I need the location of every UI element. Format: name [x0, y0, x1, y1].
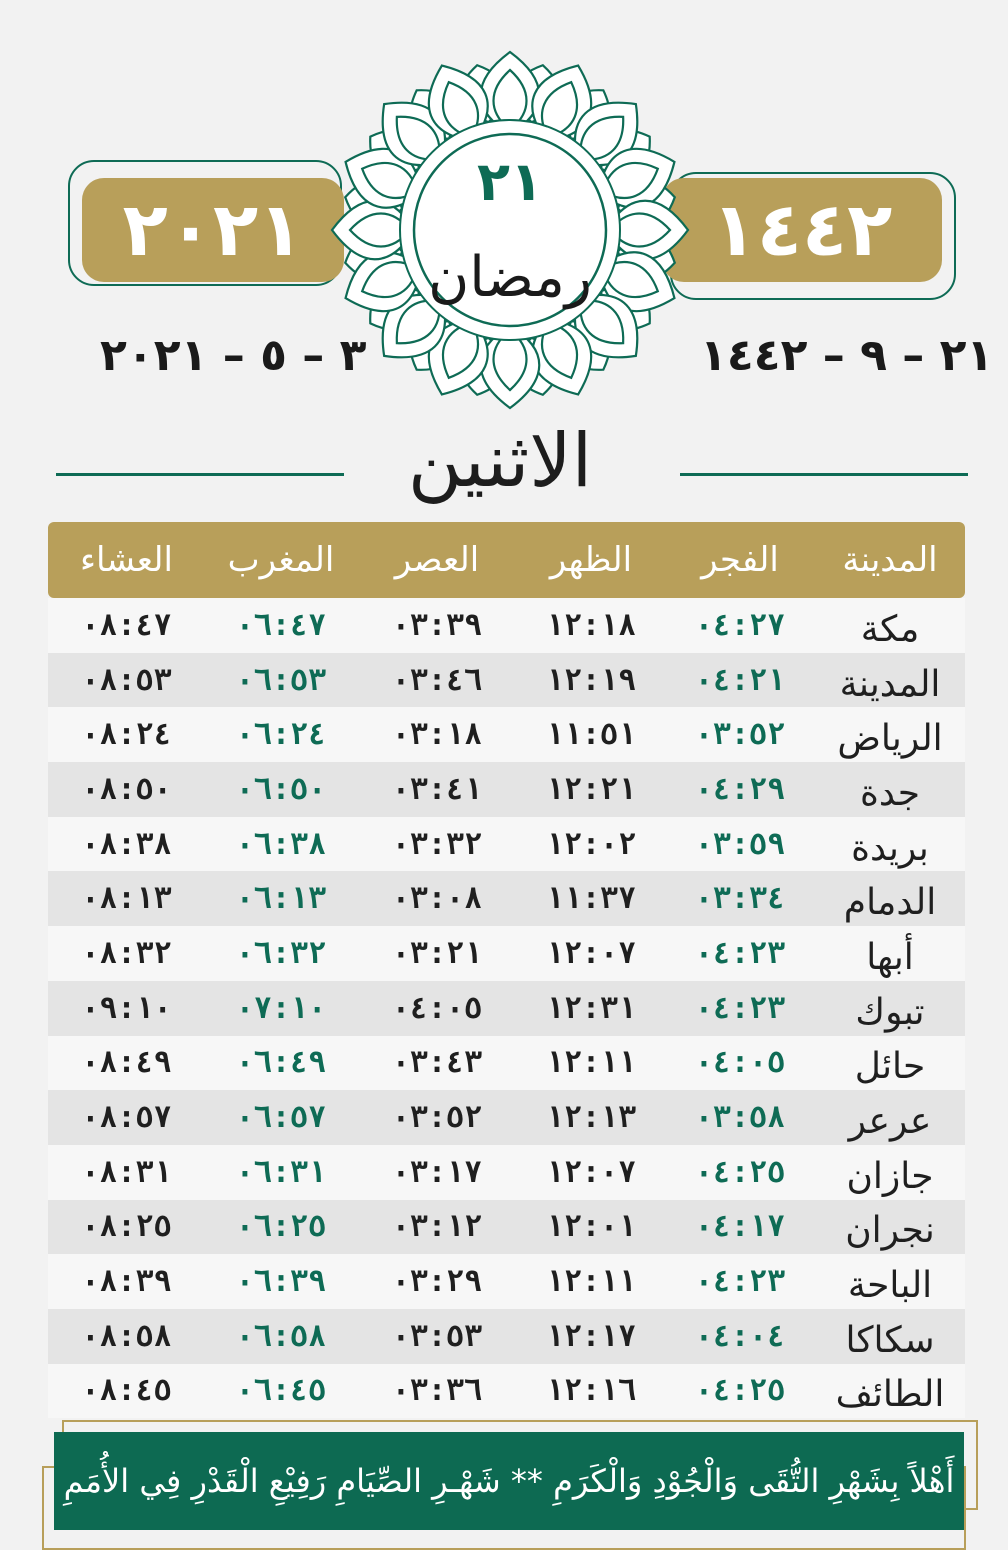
- dhuhr-time: ١٢:٠٧: [545, 935, 637, 971]
- mandala-ornament-icon: [330, 45, 690, 415]
- fajr-time: ٠٤:٠٥: [694, 1045, 786, 1081]
- asr-time: ٠٣:٣٦: [391, 1373, 483, 1409]
- asr-time: ٠٣:٤٦: [391, 662, 483, 698]
- maghrib-time: ٠٦:٥٣: [235, 662, 327, 698]
- city-name: جدة: [859, 772, 920, 814]
- maghrib-time: ٠٦:٢٤: [235, 717, 327, 753]
- dhuhr-time: ١٢:١٩: [545, 662, 637, 698]
- gregorian-date: ٣ – ٥ – ٢٠٢١: [100, 330, 367, 381]
- maghrib-time: ٠٦:٥٧: [235, 1100, 327, 1136]
- maghrib-time: ٠٧:١٠: [235, 990, 327, 1026]
- isha-time: ٠٨:٤٥: [81, 1373, 172, 1409]
- maghrib-time: ٠٦:٣٨: [235, 826, 327, 862]
- header-isha: العشاء: [80, 540, 173, 580]
- dhuhr-time: ١٢:٢١: [545, 771, 637, 807]
- city-name: المدينة: [839, 663, 941, 705]
- city-name: عرعر: [848, 1101, 932, 1143]
- asr-time: ٠٣:٥٣: [391, 1318, 483, 1354]
- dhuhr-time: ١٢:١٦: [545, 1373, 637, 1409]
- table-row: [48, 1145, 965, 1200]
- table-row: [48, 981, 965, 1036]
- city-name: جازان: [846, 1155, 934, 1197]
- table-row: [48, 707, 965, 762]
- mandala-emblem: [330, 45, 690, 415]
- table-row: [48, 1364, 965, 1419]
- dhuhr-time: ١١:٥١: [545, 717, 637, 753]
- isha-time: ٠٨:٥٧: [81, 1100, 172, 1136]
- maghrib-time: ٠٦:٣١: [235, 1154, 327, 1190]
- prayer-times-table: [48, 522, 965, 1418]
- table-row: [48, 598, 965, 653]
- maghrib-time: ٠٦:٥٠: [235, 771, 327, 807]
- fajr-time: ٠٤:٢٥: [694, 1373, 786, 1409]
- day-title: الاثنين: [407, 418, 593, 504]
- hijri-date: ٢١ – ٩ – ١٤٤٢: [700, 330, 994, 381]
- fajr-time: ٠٤:٢٣: [694, 935, 786, 971]
- isha-time: ٠٩:١٠: [81, 990, 172, 1026]
- isha-time: ٠٨:٢٤: [81, 717, 172, 753]
- table-row: [48, 926, 965, 981]
- header-fajr: الفجر: [701, 540, 779, 580]
- fajr-time: ٠٤:٢٣: [694, 990, 786, 1026]
- table-body: [48, 598, 965, 1418]
- asr-time: ٠٣:٠٨: [391, 881, 483, 917]
- table-row: [48, 1200, 965, 1255]
- asr-time: ٠٤:٠٥: [391, 990, 483, 1026]
- maghrib-time: ٠٦:٣٩: [235, 1264, 327, 1300]
- dhuhr-time: ١٢:١٧: [545, 1318, 637, 1354]
- fajr-time: ٠٣:٥٩: [694, 826, 786, 862]
- table-row: [48, 817, 965, 872]
- header-asr: العصر: [394, 540, 480, 580]
- dhuhr-time: ١٢:٠٢: [545, 826, 637, 862]
- dhuhr-time: ١٢:١٣: [545, 1100, 637, 1136]
- fajr-time: ٠٣:٥٨: [694, 1100, 786, 1136]
- asr-time: ٠٣:١٨: [391, 717, 483, 753]
- table-row: [48, 1090, 965, 1145]
- asr-time: ٠٣:٢١: [391, 935, 483, 971]
- day-number: ٢١: [477, 150, 543, 213]
- city-name: الباحة: [847, 1265, 933, 1307]
- isha-time: ٠٨:٣١: [81, 1154, 172, 1190]
- isha-time: ٠٨:٥٣: [81, 662, 172, 698]
- isha-time: ٠٨:٤٧: [81, 607, 172, 643]
- fajr-time: ٠٣:٣٤: [694, 881, 786, 917]
- header-maghrib: المغرب: [227, 540, 335, 580]
- asr-time: ٠٣:٤١: [391, 771, 483, 807]
- fajr-time: ٠٤:٢٥: [694, 1154, 786, 1190]
- isha-time: ٠٨:٥٠: [81, 771, 172, 807]
- dhuhr-time: ١٢:١٨: [545, 607, 637, 643]
- fajr-time: ٠٤:٢٧: [694, 607, 786, 643]
- maghrib-time: ٠٦:٤٧: [235, 607, 327, 643]
- fajr-time: ٠٣:٥٢: [694, 717, 786, 753]
- city-name: الطائف: [835, 1374, 945, 1416]
- maghrib-time: ٠٦:٤٩: [235, 1045, 327, 1081]
- isha-time: ٠٨:٣٩: [81, 1264, 172, 1300]
- asr-time: ٠٣:٢٩: [391, 1264, 483, 1300]
- city-name: الدمام: [843, 882, 937, 924]
- city-name: أبها: [866, 936, 914, 978]
- asr-time: ٠٣:٣٩: [391, 607, 483, 643]
- city-name: نجران: [845, 1210, 935, 1252]
- footer-verse: أَهْلاً بِشَهْرِ التُّقَى وَالْجُوْدِ وَالْكَرَمِ ** شَهْـرِ الصِّيَامِ رَفِيْعِ الْقَدْرِ فِي الأُمَمِ: [54, 1432, 964, 1530]
- table-row: [48, 1254, 965, 1309]
- table-row: [48, 1309, 965, 1364]
- isha-time: ٠٨:٣٢: [81, 935, 172, 971]
- asr-time: ٠٣:٣٢: [391, 826, 483, 862]
- isha-time: ٠٨:٣٨: [81, 826, 172, 862]
- maghrib-time: ٠٦:٤٥: [235, 1373, 327, 1409]
- city-name: سكاكا: [845, 1319, 935, 1361]
- city-name: الرياض: [837, 718, 943, 760]
- gregorian-year-banner: ٢٠٢١: [82, 178, 344, 282]
- fajr-time: ٠٤:٢٣: [694, 1264, 786, 1300]
- isha-time: ٠٨:٢٥: [81, 1209, 172, 1245]
- city-name: بريدة: [851, 827, 929, 869]
- dhuhr-time: ١١:٣٧: [545, 881, 637, 917]
- city-name: تبوك: [855, 991, 925, 1033]
- maghrib-time: ٠٦:٥٨: [235, 1318, 327, 1354]
- isha-time: ٠٨:٤٩: [81, 1045, 172, 1081]
- maghrib-time: ٠٦:٢٥: [235, 1209, 327, 1245]
- header-city: المدينة: [842, 540, 938, 580]
- isha-time: ٠٨:٥٨: [81, 1318, 172, 1354]
- table-row: [48, 762, 965, 817]
- asr-time: ٠٣:٥٢: [391, 1100, 483, 1136]
- dhuhr-time: ١٢:١١: [545, 1045, 637, 1081]
- city-name: مكة: [860, 608, 920, 650]
- asr-time: ٠٣:١٧: [391, 1154, 483, 1190]
- month-name: رمضان: [428, 245, 592, 310]
- dhuhr-time: ١٢:٠١: [545, 1209, 637, 1245]
- table-row: [48, 871, 965, 926]
- city-name: حائل: [854, 1046, 926, 1088]
- right-divider: [680, 473, 968, 476]
- isha-time: ٠٨:١٣: [81, 881, 172, 917]
- fajr-time: ٠٤:٢٩: [694, 771, 786, 807]
- dhuhr-time: ١٢:٣١: [545, 990, 637, 1026]
- table-row: [48, 653, 965, 708]
- hijri-year-banner: ١٤٤٢: [662, 178, 942, 282]
- dhuhr-time: ١٢:٠٧: [545, 1154, 637, 1190]
- fajr-time: ٠٤:٠٤: [694, 1318, 786, 1354]
- asr-time: ٠٣:١٢: [391, 1209, 483, 1245]
- table-header: [48, 522, 965, 598]
- fajr-time: ٠٤:١٧: [694, 1209, 786, 1245]
- maghrib-time: ٠٦:٣٢: [235, 935, 327, 971]
- dhuhr-time: ١٢:١١: [545, 1264, 637, 1300]
- fajr-time: ٠٤:٢١: [694, 662, 786, 698]
- asr-time: ٠٣:٤٣: [391, 1045, 483, 1081]
- table-row: [48, 1036, 965, 1091]
- header-dhuhr: الظهر: [549, 540, 633, 580]
- maghrib-time: ٠٦:١٣: [235, 881, 327, 917]
